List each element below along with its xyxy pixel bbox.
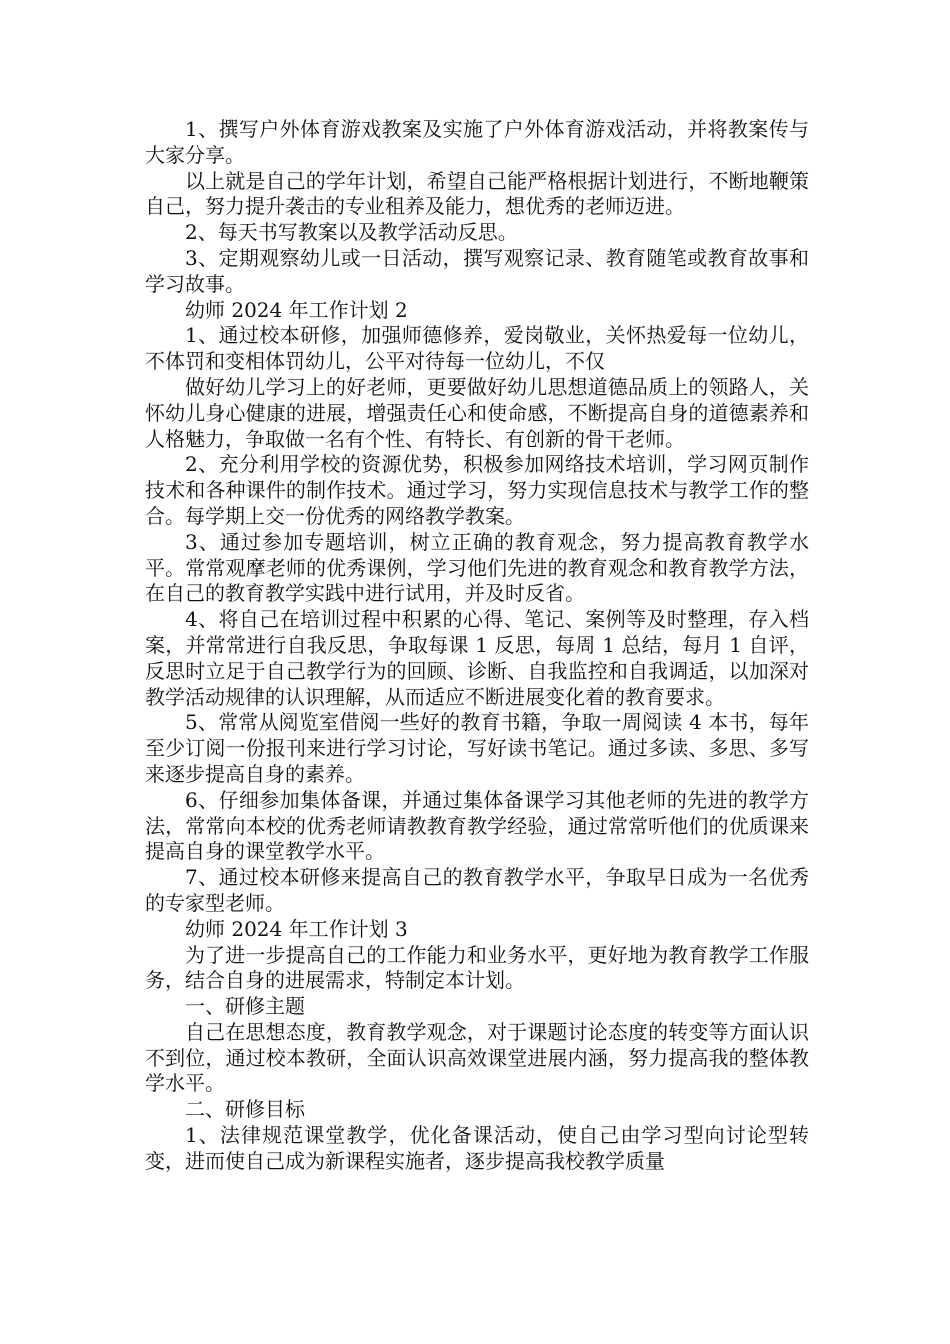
paragraph-plan2-item-1-cont: 做好幼儿学习上的好老师，更要做好幼儿思想道德品质上的领路人，关怀幼儿身心健康的进展，增强责任心和使命感，不断提高自身的道德素养和人格魅力，争取做一名有个性、有特长、有创新的骨干老师。 [145,374,809,451]
paragraph-item-3: 3、定期观察幼儿或一日活动，撰写观察记录、教育随笔或教育故事和学习故事。 [145,245,809,296]
paragraph-plan-summary: 以上就是自己的学年计划，希望自己能严格根据计划进行，不断地鞭策自己，努力提升袭击的专业租养及能力，想优秀的老师迈进。 [145,168,809,219]
paragraph-plan3-intro: 为了进一步提高自己的工作能力和业务水平，更好地为教育教学工作服务，结合自身的进展需求，特制定本计划。 [145,942,809,993]
paragraph-plan2-item-7: 7、通过校本研修来提高自己的教育教学水平，争取早日成为一名优秀的专家型老师。 [145,865,809,915]
subheading-research-theme: 一、研修主题 [185,994,305,1019]
paragraph-plan2-item-4: 4、将自己在培训过程中积累的心得、笔记、案例等及时整理，存入档案，并常常进行自我反思，争取每课 1 反思，每周 1 总结，每月 1 自评，反思时立足于自己教学行为的回顾、诊断、自我监控和自我调适，以加深对教学活动规律的认识理解，从而适应不断进展变化着的教育要求。 [145,607,809,709]
paragraph-plan2-item-3: 3、通过参加专题培训，树立正确的教育观念，努力提高教育教学水平。常常观摩老师的优秀课例，学习他们先进的教育观念和教育教学方法，在自己的教育教学实践中进行试用，并及时反省。 [145,529,809,606]
paragraph-plan2-item-1: 1、通过校本研修，加强师德修养，爱岗敬业，关怀热爱每一位幼儿，不体罚和变相体罚幼儿，公平对待每一位幼儿，不仅 [145,323,809,374]
section-heading-plan-2: 幼师 2024 年工作计划 2 [185,297,408,322]
section-heading-plan-3: 幼师 2024 年工作计划 3 [185,916,408,941]
paragraph-research-theme: 自己在思想态度，教育教学观念，对于课题讨论态度的转变等方面认识不到位，通过校本教研，全面认识高效课堂进展内涵，努力提高我的整体教学水平。 [145,1019,809,1096]
paragraph-item-2: 2、每天书写教案以及教学活动反思。 [185,220,518,245]
paragraph-research-goal-1: 1、法律规范课堂教学，优化备课活动，使自己由学习型向讨论型转变，进而使自己成为新课程实施者，逐步提高我校教学质量 [145,1123,809,1173]
paragraph-plan2-item-2: 2、充分利用学校的资源优势，积极参加网络技术培训，学习网页制作技术和各种课件的制作技术。通过学习，努力实现信息技术与教学工作的整合。每学期上交一份优秀的网络教学教案。 [145,452,809,528]
paragraph-item-1: 1、撰写户外体育游戏教案及实施了户外体育游戏活动，并将教案传与大家分享。 [145,117,809,167]
subheading-research-goals: 二、研修目标 [185,1097,305,1122]
paragraph-plan2-item-6: 6、仔细参加集体备课，并通过集体备课学习其他老师的先进的教学方法，常常向本校的优秀老师请教教育教学经验，通过常常听他们的优质课来提高自身的课堂教学水平。 [145,787,809,864]
document-page [145,117,809,1175]
paragraph-plan2-item-5: 5、常常从阅览室借阅一些好的教育书籍，争取一周阅读 4 本书，每年至少订阅一份报刊来进行学习讨论，写好读书笔记。通过多读、多思、多写来逐步提高自身的素养。 [145,710,809,786]
